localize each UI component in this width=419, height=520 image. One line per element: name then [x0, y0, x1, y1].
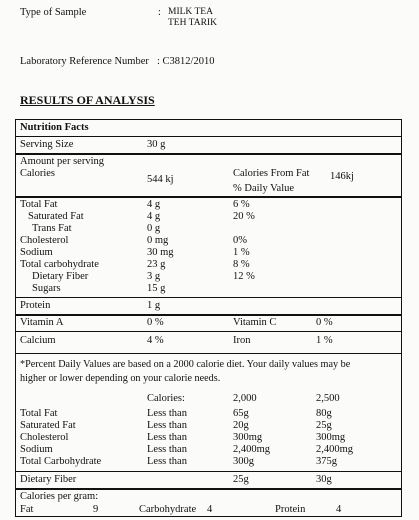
reference-row-2000: 300g	[233, 456, 254, 467]
type-of-sample-colon: :	[158, 7, 161, 18]
lab-reference-label: Laboratory Reference Number	[20, 56, 149, 67]
reference-row-label: Cholesterol	[20, 432, 69, 443]
reference-row-condition: Less than	[147, 432, 187, 443]
dietary-fiber-2000: 25g	[233, 474, 249, 485]
iron-label: Iron	[233, 335, 251, 346]
calories-value: 544 kj	[147, 174, 174, 185]
calories-from-fat-value: 146kj	[330, 171, 354, 182]
type-of-sample-label: Type of Sample	[20, 7, 87, 18]
divider	[15, 153, 402, 155]
calories-per-gram-label: Calories per gram:	[20, 491, 99, 502]
dietary-fiber-2500: 30g	[316, 474, 332, 485]
carbohydrate-per-gram-value: 4	[207, 504, 213, 515]
vitamin-a-value: 0 %	[147, 317, 164, 328]
calcium-value: 4 %	[147, 335, 164, 346]
fat-per-gram-label: Fat	[20, 504, 34, 515]
results-title: RESULTS OF ANALYSIS	[20, 93, 155, 107]
nutrient-label: Protein	[20, 300, 51, 311]
nutrient-amount: 4 g	[147, 199, 161, 210]
reference-row-2500: 80g	[316, 408, 332, 419]
reference-row-2000: 20g	[233, 420, 249, 431]
nutrient-daily-value: 12 %	[233, 271, 255, 282]
nutrient-amount: 30 mg	[147, 247, 174, 258]
reference-row-condition: Less than	[147, 420, 187, 431]
nutrient-amount: 1 g	[147, 300, 161, 311]
amount-per-serving-label: Amount per serving	[20, 156, 104, 167]
nutrient-amount: 3 g	[147, 271, 161, 282]
lab-reference-value: : C3812/2010	[157, 56, 215, 67]
nutrient-label: Sodium	[20, 247, 53, 258]
reference-row-label: Saturated Fat	[20, 420, 76, 431]
divider	[15, 314, 402, 316]
reference-row-2500: 300mg	[316, 432, 346, 443]
reference-row-2000: 2,400mg	[233, 444, 271, 455]
reference-row-condition: Less than	[147, 408, 187, 419]
nutrient-daily-value: 8 %	[233, 259, 250, 270]
serving-size-label: Serving Size	[20, 139, 74, 150]
footnote-line-2: higher or lower depending on your calorie needs.	[20, 373, 221, 384]
reference-row-label: Sodium	[20, 444, 53, 455]
serving-size-value: 30 g	[147, 139, 166, 150]
reference-row-2000: 65g	[233, 408, 249, 419]
nutrient-amount: 23 g	[147, 259, 166, 270]
calories-label: Calories	[20, 168, 55, 179]
nutrient-amount: 4 g	[147, 211, 161, 222]
reference-row-condition: Less than	[147, 444, 187, 455]
reference-row-2500: 2,400mg	[316, 444, 354, 455]
divider	[15, 488, 402, 490]
protein-per-gram-value: 4	[336, 504, 342, 515]
nutrition-facts-title: Nutrition Facts	[20, 122, 89, 133]
nutrient-amount: 15 g	[147, 283, 166, 294]
carbohydrate-per-gram-label: Carbohydrate	[139, 504, 197, 515]
reference-row-label: Total Carbohydrate	[20, 456, 102, 467]
nutrient-label: Trans Fat	[32, 223, 72, 234]
daily-value-header: % Daily Value	[233, 183, 295, 194]
nutrient-label: Dietary Fiber	[32, 271, 89, 282]
nutrient-label: Total Fat	[20, 199, 58, 210]
nutrient-amount: 0 mg	[147, 235, 169, 246]
reference-row-2500: 375g	[316, 456, 337, 467]
nutrient-label: Cholesterol	[20, 235, 69, 246]
reference-row-label: Total Fat	[20, 408, 58, 419]
calories-from-fat-label: Calories From Fat	[233, 168, 310, 179]
nutrient-daily-value: 6 %	[233, 199, 250, 210]
reference-row-2500: 25g	[316, 420, 332, 431]
nutrient-daily-value: 1 %	[233, 247, 250, 258]
vitamin-c-label: Vitamin C	[233, 317, 277, 328]
nutrient-daily-value: 0%	[233, 235, 247, 246]
reference-row-condition: Less than	[147, 456, 187, 467]
calcium-label: Calcium	[20, 335, 56, 346]
nutrient-amount: 0 g	[147, 223, 161, 234]
nutrient-label: Total carbohydrate	[20, 259, 99, 270]
divider	[15, 471, 402, 472]
reference-calories-label: Calories:	[147, 393, 185, 404]
nutrient-label: Sugars	[32, 283, 61, 294]
reference-row-2000: 300mg	[233, 432, 263, 443]
protein-per-gram-label: Protein	[275, 504, 306, 515]
divider	[15, 196, 402, 198]
fat-per-gram-value: 9	[93, 504, 99, 515]
vitamin-c-value: 0 %	[316, 317, 333, 328]
reference-2500-header: 2,500	[316, 393, 340, 404]
iron-value: 1 %	[316, 335, 333, 346]
divider	[15, 331, 402, 332]
divider	[15, 353, 402, 354]
nutrient-daily-value: 20 %	[233, 211, 255, 222]
type-of-sample-value-1: MILK TEA	[168, 7, 213, 17]
reference-2000-header: 2,000	[233, 393, 257, 404]
divider	[15, 136, 402, 137]
type-of-sample-value-2: TEH TARIK	[168, 18, 217, 28]
dietary-fiber-reference-label: Dietary Fiber	[20, 474, 77, 485]
footnote-line-1: *Percent Daily Values are based on a 2000 calorie diet. Your daily values may be	[20, 359, 351, 370]
divider	[15, 297, 402, 298]
nutrient-label: Saturated Fat	[28, 211, 84, 222]
vitamin-a-label: Vitamin A	[20, 317, 64, 328]
